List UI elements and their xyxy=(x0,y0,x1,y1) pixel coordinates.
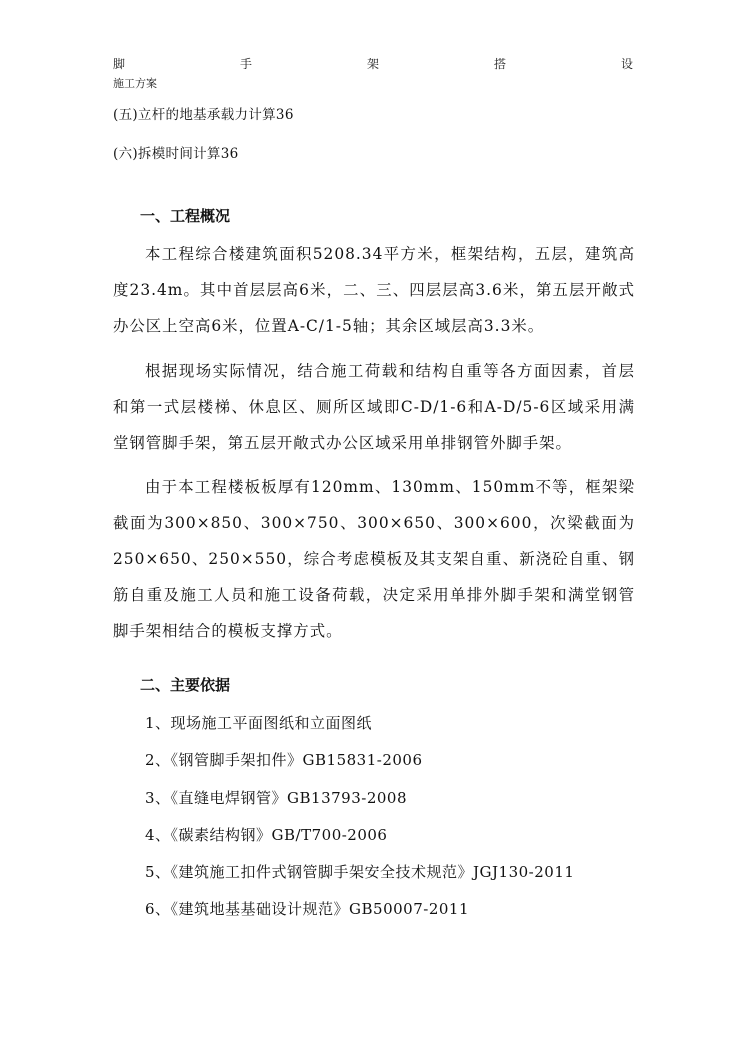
header-char: 搭 xyxy=(493,57,506,71)
reference-item: 3、《直缝电焊钢管》GB13793-2008 xyxy=(145,788,408,807)
toc-item: (五)立杆的地基承载力计算36 xyxy=(113,107,294,123)
header-char: 手 xyxy=(239,57,252,71)
header-char: 设 xyxy=(620,57,633,71)
paragraph: 根据现场实际情况，结合施工荷载和结构自重等各方面因素，首层和第一式层楼梯、休息区、厕所区域即C-D/1-6和A-D/5-6区域采用满堂钢管脚手架，第五层开敞式办公区域采用单排钢管外脚手架。 xyxy=(113,362,635,452)
paragraph: 本工程综合楼建筑面积5208.34平方米，框架结构，五层，建筑高度23.4m。其中首层层高6米，二、三、四层层高3.6米，第五层开敞式办公区上空高6米，位置A-C/1-5轴；其余区域层高3.3米。 xyxy=(113,245,635,335)
header-char: 脚 xyxy=(113,57,126,71)
reference-item: 5、《建筑施工扣件式钢管脚手架安全技术规范》JGJ130-2011 xyxy=(145,863,575,882)
paragraph: 由于本工程楼板板厚有120mm、130mm、150mm不等，框架梁截面为300×850、300×750、300×650、300×600，次梁截面为250×650、250×550，综合考虑模板及其支架自重、新浇砼自重、钢筋自重及施工人员和施工设备荷载，决定采用单排外脚手架和满堂钢管脚手架相结合的模板支撑方式。 xyxy=(113,478,635,640)
toc-item: (六)拆模时间计算36 xyxy=(113,146,239,162)
reference-list xyxy=(145,705,574,929)
reference-item: 1、现场施工平面图纸和立面图纸 xyxy=(145,714,373,732)
header-char: 架 xyxy=(366,57,379,71)
section-heading-overview: 一、工程概况 xyxy=(140,207,231,225)
header-subtitle: 施工方案 xyxy=(113,77,157,90)
reference-item: 4、《碳素结构钢》GB/T700-2006 xyxy=(145,825,388,844)
page-header xyxy=(113,55,633,72)
reference-item: 6、《建筑地基基础设计规范》GB50007-2011 xyxy=(145,900,470,919)
reference-item: 2、《钢管脚手架扣件》GB15831-2006 xyxy=(145,751,423,770)
section-heading-basis: 二、主要依据 xyxy=(140,676,231,694)
